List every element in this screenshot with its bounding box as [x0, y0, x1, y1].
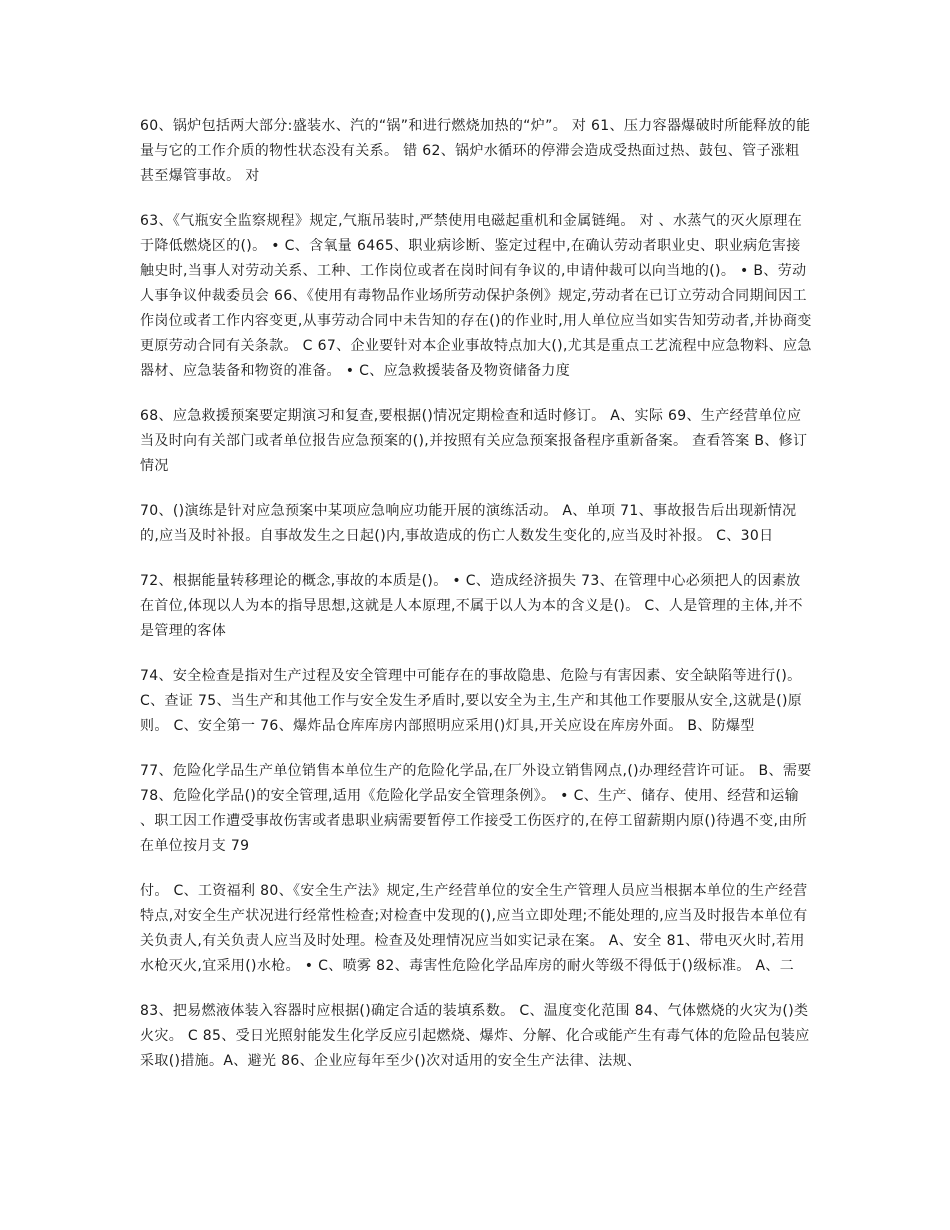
paragraph-70-71: 70、()演练是针对应急预案中某项应急响应功能开展的演练活动。 A、单项 71、事故报告后出现新情况的,应当及时补报。自事故发生之日起()内,事故造成的伤亡人数发生变化的,应当及时补报。 C、30日: [140, 503, 797, 544]
paragraph-72-73: 72、根据能量转移理论的概念,事故的本质是()。 • C、造成经济损失 73、在管理中心必须把人的因素放在首位,体现以人为本的指导思想,这就是人本原理,不属于以人为本的含义是()。 C、人是管理的主体,并不是管理的客体: [140, 573, 803, 639]
paragraph-74-76: 74、安全检查是指对生产过程及安全管理中可能存在的事故隐患、危险与有害因素、安全缺陷等进行()。 C、查证 75、当生产和其他工作与安全发生矛盾时,要以安全为主,生产和其他工作要服从安全,这就是()原则。 C、安全第一 76、爆炸品仓库库房内部照明应采用()灯具,开关应设在库房外面。 B、防爆型: [140, 668, 803, 734]
paragraph-79-82: 付。 C、工资福利 80、《安全生产法》规定,生产经营单位的安全生产管理人员应当根据本单位的生产经营特点,对安全生产状况进行经常性检查;对检查中发现的(),应当立即处理;不能处理的,应当及时报告本单位有关负责人,有关负责人应当及时处理。检查及处理情况应当如实记录在案。 A、安全 81、带电灭火时,若用水枪灭火,宜采用()水枪。 • C、喷雾 82、毒害性危险化学品库房的耐火等级不得低于()级标准。 A、二: [140, 883, 808, 974]
paragraph-60-62: 60、锅炉包括两大部分:盛装水、汽的“锅”和进行燃烧加热的“炉”。 对 61、压力容器爆破时所能释放的能量与它的工作介质的物性状态没有关系。 错 62、锅炉水循环的停滞会造成受热面过热、鼓包、管子涨粗甚至爆管事故。 对: [140, 118, 811, 184]
paragraph-68-69: 68、应急救援预案要定期演习和复查,要根据()情况定期检查和适时修订。 A、实际 69、生产经营单位应当及时向有关部门或者单位报告应急预案的(),并按照有关应急预案报备程序重新备案。 查看答案 B、修订情况: [140, 408, 808, 474]
paragraph-83-86: 83、把易燃液体装入容器时应根据()确定合适的装填系数。 C、温度变化范围 84、气体燃烧的火灾为()类火灾。 C 85、受日光照射能发生化学反应引起燃烧、爆炸、分解、化合或能产生有毒气体的危险品包装应采取()措施。A、避光 86、企业应每年至少()次对适用的安全生产法律、法规、: [140, 1003, 810, 1069]
paragraph-77-79: 77、危险化学品生产单位销售本单位生产的危险化学品,在厂外设立销售网点,()办理经营许可证。 B、需要 78、危险化学品()的安全管理,适用《危险化学品安全管理条例》。 • C、生产、储存、使用、经营和运输 、职工因工作遭受事故伤害或者患职业病需要暂停工作接受工伤医疗的,在停工留薪期内原()待遇不变,由所在单位按月支 79: [140, 763, 812, 854]
document-body: [140, 114, 812, 1094]
paragraph-63-67: 63、《气瓶安全监察规程》规定,气瓶吊装时,严禁使用电磁起重机和金属链绳。 对 、水蒸气的灭火原理在于降低燃烧区的()。 • C、含氧量 6465、职业病诊断、鉴定过程中,在确认劳动者职业史、职业病危害接触史时,当事人对劳动关系、工种、工作岗位或者在岗时间有争议的,申请仲裁可以向当地的()。 • B、劳动人事争议仲裁委员会 66、《使用有毒物品作业场所劳动保护条例》规定,劳动者在已订立劳动合同期间因工作岗位或者工作内容变更,从事劳动合同中未告知的存在()的作业时,用人单位应当如实告知劳动者,并协商变更原劳动合同有关条款。 C 67、企业要针对本企业事故特点加大(),尤其是重点工艺流程中应急物料、应急器材、应急装备和物资的准备。 • C、应急救援装备及物资储备力度: [140, 213, 812, 379]
